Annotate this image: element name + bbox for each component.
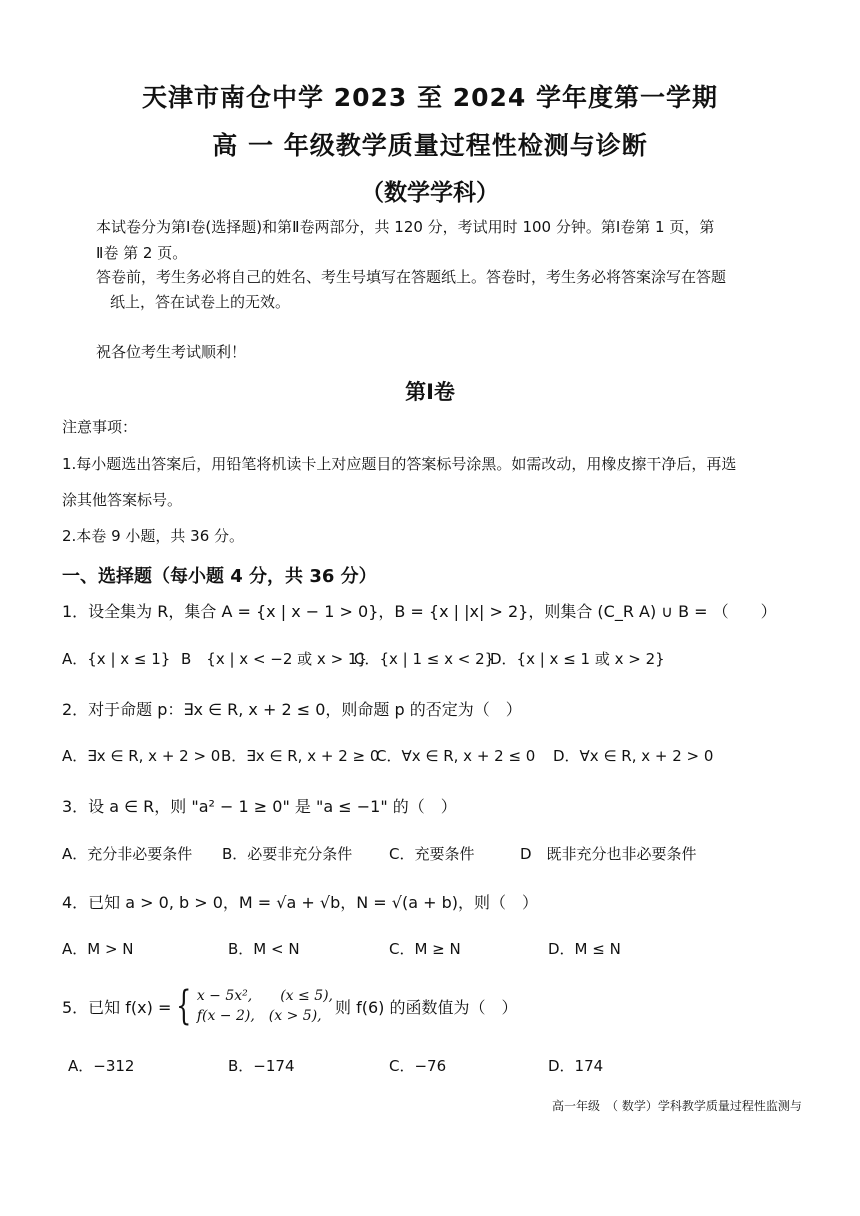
question-3-option-d: D 既非充分也非必要条件 bbox=[520, 845, 697, 863]
intro-line4: 纸上，答在试卷上的无效。 bbox=[110, 293, 291, 311]
piecewise-cases bbox=[197, 986, 333, 1026]
question-2-option-d: D．∀x ∈ R, x + 2 > 0 bbox=[553, 747, 714, 765]
question-4-option-a: A．M > N bbox=[62, 940, 134, 958]
question-1-stem: 1．设全集为 R，集合 A = {x | x − 1 > 0}，B = {x | |x| > 2}，则集合 (C_R A) ∪ B = （ ） bbox=[62, 602, 777, 621]
left-brace-icon: { bbox=[176, 983, 192, 1029]
question-5-option-a: A．−312 bbox=[68, 1057, 135, 1075]
intro-wish: 祝各位考生考试顺利！ bbox=[96, 343, 247, 361]
piecewise-case-2: f(x − 2), (x > 5), bbox=[196, 1008, 322, 1024]
notes-item2: 2.本卷 9 小题，共 36 分。 bbox=[62, 527, 245, 545]
piecewise-case-1: x − 5x², (x ≤ 5), bbox=[196, 988, 334, 1004]
exam-title-line2: 高 一 年级教学质量过程性检测与诊断 bbox=[212, 131, 648, 160]
intro-line2: Ⅱ卷 第 2 页。 bbox=[96, 244, 188, 262]
intro-line3: 答卷前，考生务必将自己的姓名、考生号填写在答题纸上。答卷时，考生务必将答案涂写在答题 bbox=[96, 268, 727, 286]
question-2-option-b: B．∃x ∈ R, x + 2 ≥ 0 bbox=[221, 747, 380, 765]
question-3-option-a: A．充分非必要条件 bbox=[62, 845, 193, 863]
question-2-stem: 2．对于命题 p：∃x ∈ R, x + 2 ≤ 0，则命题 p 的否定为（ ） bbox=[62, 700, 522, 719]
question-3-stem: 3．设 a ∈ R，则 "a² − 1 ≥ 0" 是 "a ≤ −1" 的（ ） bbox=[62, 797, 457, 816]
intro-line1: 本试卷分为第Ⅰ卷(选择题)和第Ⅱ卷两部分，共 120 分，考试用时 100 分钟。第Ⅰ卷第 1 页，第 bbox=[96, 218, 715, 236]
section1-heading: 一、选择题（每小题 4 分，共 36 分） bbox=[62, 566, 377, 587]
question-3-option-b: B．必要非充分条件 bbox=[222, 845, 353, 863]
question-4-option-c: C．M ≥ N bbox=[389, 940, 461, 958]
question-5-stem-prefix: 5．已知 f(x) = bbox=[62, 997, 172, 1017]
page-footer: 高一年级 （ 数学）学科教学质量过程性监测与 bbox=[552, 1099, 802, 1113]
exam-title-line1: 天津市南仓中学 2023 至 2024 学年度第一学期 bbox=[142, 83, 718, 112]
question-1-option-d: D．{x | x ≤ 1 或 x > 2} bbox=[490, 650, 665, 668]
question-5-option-b: B．−174 bbox=[228, 1057, 295, 1075]
question-5-stem-suffix: 则 f(6) 的函数值为（ ） bbox=[335, 997, 518, 1017]
exam-subject: （数学学科） bbox=[361, 180, 499, 206]
question-5-option-c: C．−76 bbox=[389, 1057, 447, 1075]
notes-item1-line2: 涂其他答案标号。 bbox=[62, 491, 183, 509]
volume-title: 第Ⅰ卷 bbox=[405, 380, 455, 404]
question-4-option-d: D．M ≤ N bbox=[548, 940, 621, 958]
question-5-option-d: D．174 bbox=[548, 1057, 604, 1075]
question-1-option-b: B {x | x < −2 或 x > 1} bbox=[181, 650, 367, 668]
question-1-option-a: A．{x | x ≤ 1} bbox=[62, 650, 171, 668]
notes-heading: 注意事项： bbox=[62, 418, 138, 436]
question-3-option-c: C．充要条件 bbox=[389, 845, 475, 863]
question-4-stem: 4．已知 a > 0, b > 0，M = √a + √b，N = √(a + b)，则（ ） bbox=[62, 893, 538, 912]
question-5-stem bbox=[62, 982, 518, 1030]
question-4-option-b: B．M < N bbox=[228, 940, 300, 958]
question-2-option-a: A．∃x ∈ R, x + 2 > 0 bbox=[62, 747, 221, 765]
question-2-option-c: C．∀x ∈ R, x + 2 ≤ 0 bbox=[376, 747, 536, 765]
notes-item1-line1: 1.每小题选出答案后，用铅笔将机读卡上对应题目的答案标号涂黑。如需改动，用橡皮擦干净后，再选 bbox=[62, 455, 737, 473]
question-1-option-c: C．{x | 1 ≤ x < 2} bbox=[354, 650, 495, 668]
